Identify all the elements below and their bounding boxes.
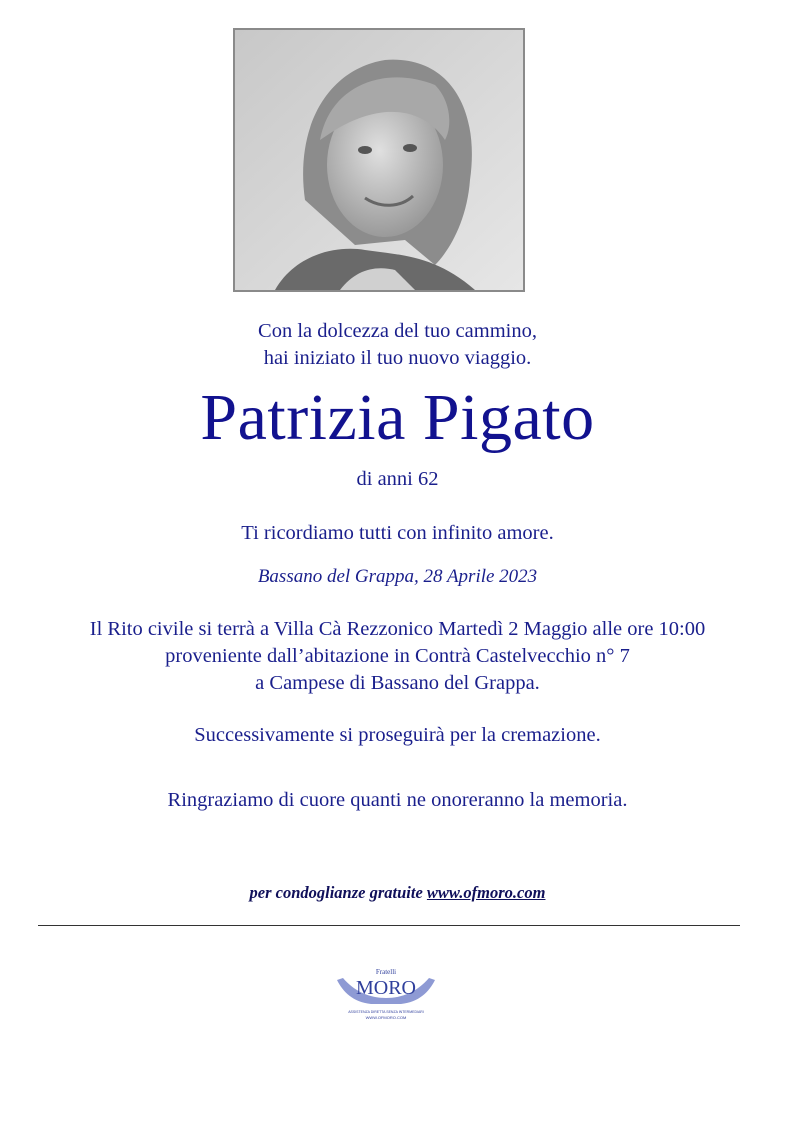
logo-fratelli: Fratelli	[375, 968, 397, 976]
portrait-photo	[233, 28, 525, 292]
age: di anni 62	[356, 468, 439, 490]
logo-tagline: ASSISTENZA DIRETTA SENZA INTERMEDIARI	[348, 1010, 424, 1014]
funeral-home-logo	[335, 962, 437, 1022]
rite-details	[0, 616, 795, 697]
remembrance-text: Ti ricordiamo tutti con infinito amore.	[241, 522, 554, 544]
verse-line-1: Con la dolcezza del tuo cammino,	[258, 320, 537, 342]
logo-web: WWW.OFMORO.COM	[365, 1015, 407, 1020]
rite-line-3: a Campese di Bassano del Grappa.	[255, 672, 540, 694]
verse	[0, 318, 795, 372]
portrait-illustration	[235, 30, 523, 290]
deceased-name: Patrizia Pigato	[200, 381, 595, 454]
hands-logo-icon	[335, 962, 437, 1022]
place-date: Bassano del Grappa, 28 Aprile 2023	[257, 566, 538, 587]
logo-moro: MORO	[355, 977, 417, 999]
rite-line-1: Il Rito civile si terrà a Villa Cà Rezzonico Martedì 2 Maggio alle ore 10:00	[89, 618, 706, 640]
divider	[38, 925, 740, 926]
thanks-text: Ringraziamo di cuore quanti ne onoreranno la memoria.	[167, 789, 628, 811]
condolences-text: per condoglianze gratuite	[249, 883, 423, 902]
condolences-link[interactable]: www.ofmoro.com	[426, 883, 546, 902]
condolences-line	[0, 883, 795, 903]
rite-line-2: proveniente dall’abitazione in Contrà Castelvecchio n° 7	[165, 645, 630, 667]
cremation-text: Successivamente si proseguirà per la cremazione.	[194, 724, 601, 746]
verse-line-2: hai iniziato il tuo nuovo viaggio.	[263, 347, 532, 369]
